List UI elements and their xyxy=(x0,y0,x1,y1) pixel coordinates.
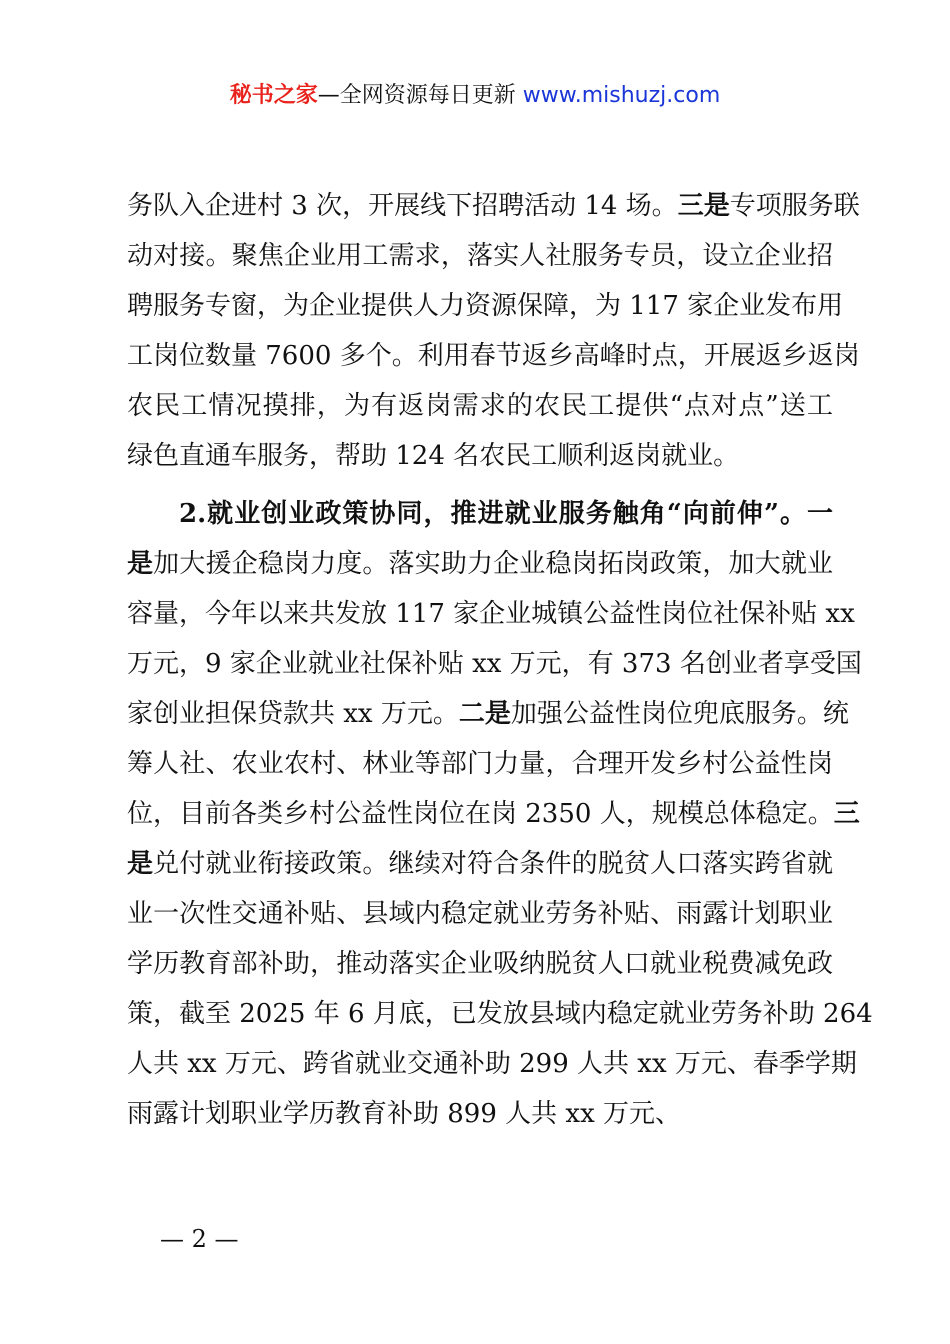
text-line: 务队入企进村 3 次，开展线下招聘活动 14 场。三是专项服务联 xyxy=(127,191,860,221)
text-line: 位，目前各类乡村公益性岗位在岗 2350 人，规模总体稳定。三 xyxy=(127,799,860,829)
text-line: 绿色直通车服务，帮助 124 名农民工顺利返岗就业。 xyxy=(127,441,740,471)
text-line: 筹人社、农业农村、林业等部门力量，合理开发乡村公益性岗 xyxy=(127,749,833,779)
text-line: 农民工情况摸排，为有返岗需求的农民工提供“点对点”送工 xyxy=(127,391,833,421)
section-heading-line: 2.就业创业政策协同，推进就业服务触角“向前伸”。一 xyxy=(179,499,833,529)
watermark-header xyxy=(0,80,950,112)
text-line: 雨露计划职业学历教育补助 899 人共 xx 万元、 xyxy=(127,1099,682,1129)
text-line: 万元，9 家企业就业社保补贴 xx 万元，有 373 名创业者享受国 xyxy=(127,649,862,679)
text-line: 人共 xx 万元、跨省就业交通补助 299 人共 xx 万元、春季学期 xyxy=(127,1049,857,1079)
text-line: 聘服务专窗，为企业提供人力资源保障，为 117 家企业发布用 xyxy=(127,291,844,321)
header-url[interactable]: www.mishuzj.com xyxy=(522,83,721,108)
text-line: 是加大援企稳岗力度。落实助力企业稳岗拓岗政策，加大就业 xyxy=(127,549,833,579)
brand-name: 秘书之家 xyxy=(229,83,318,108)
text-line: 容量，今年以来共发放 117 家企业城镇公益性岗位社保补贴 xx xyxy=(127,599,855,629)
page-number: — 2 — xyxy=(160,1225,239,1253)
text-line: 策，截至 2025 年 6 月底，已发放县域内稳定就业劳务补助 264 xyxy=(127,999,873,1029)
text-line: 家创业担保贷款共 xx 万元。二是加强公益性岗位兜底服务。统 xyxy=(127,699,849,729)
header-slogan: —全网资源每日更新 xyxy=(317,83,516,108)
text-line: 工岗位数量 7600 多个。利用春节返乡高峰时点，开展返乡返岗 xyxy=(127,341,860,371)
document-body xyxy=(127,181,873,1139)
text-line: 业一次性交通补贴、县域内稳定就业劳务补贴、雨露计划职业 xyxy=(127,899,833,929)
text-line: 学历教育部补助，推动落实企业吸纳脱贫人口就业税费减免政 xyxy=(127,949,833,979)
text-line: 动对接。聚焦企业用工需求，落实人社服务专员，设立企业招 xyxy=(127,241,833,271)
text-line: 是兑付就业衔接政策。继续对符合条件的脱贫人口落实跨省就 xyxy=(127,849,833,879)
